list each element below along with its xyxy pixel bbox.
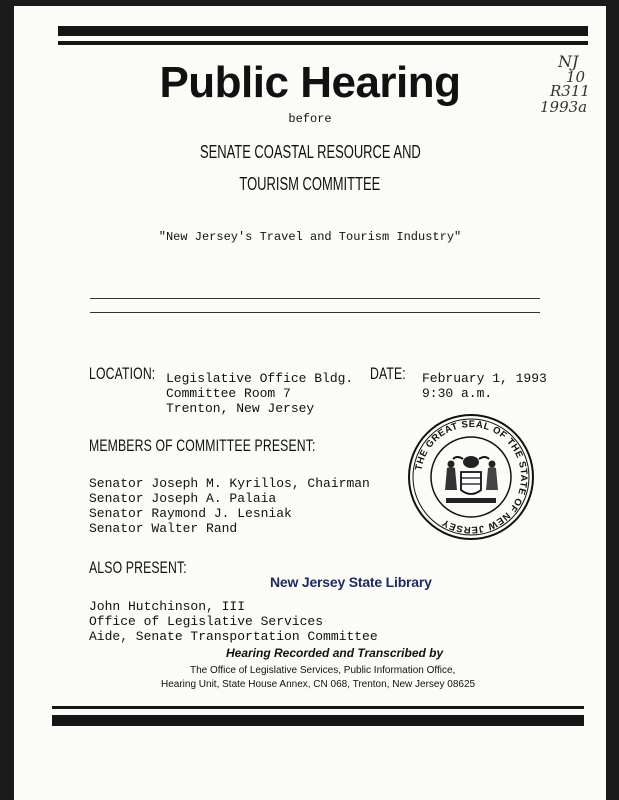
handwritten-call-number-4: 1993a — [540, 98, 588, 116]
handwritten-call-number-2: 10 — [566, 68, 586, 86]
location-block — [166, 371, 353, 416]
also-present-item: John Hutchinson, III — [89, 599, 246, 614]
location-line: Legislative Office Bldg. — [166, 371, 354, 386]
committee-name-line1: SENATE COASTAL RESOURCE AND — [199, 142, 421, 162]
committee-name-line2-wrap — [14, 174, 606, 195]
date-label: DATE: — [370, 364, 406, 383]
members-heading: MEMBERS OF COMMITTEE PRESENT: — [89, 436, 316, 455]
committee-name-line2: TOURISM COMMITTEE — [239, 174, 381, 194]
member-item: Senator Joseph A. Palaia — [89, 491, 277, 506]
document-title: Public Hearing — [159, 58, 461, 107]
committee-name-line1-wrap — [14, 142, 606, 163]
handwritten-call-number-1: NJ — [558, 52, 579, 71]
location-label: LOCATION: — [89, 364, 156, 383]
also-present-item: Office of Legislative Services — [89, 614, 324, 629]
library-stamp: New Jersey State Library — [270, 574, 432, 590]
member-item: Senator Raymond J. Lesniak — [89, 506, 292, 521]
bottom-thin-rule — [52, 706, 584, 709]
transcribed-line-2: Hearing Unit, State House Annex, CN 068, Trenton, New Jersey 08625 — [161, 679, 476, 690]
transcribed-line-1: The Office of Legislative Services, Public Information Office, — [190, 665, 456, 676]
middle-rule-1 — [90, 298, 540, 299]
seal-outer-text: THE GREAT SEAL OF THE STATE OF NEW JERSEY — [413, 418, 530, 536]
also-present-item: Aide, Senate Transportation Committee — [89, 629, 378, 644]
bottom-thick-rule — [52, 715, 584, 726]
transcribed-heading: Hearing Recorded and Transcribed by — [226, 646, 444, 660]
date-line: February 1, 1993 — [422, 371, 547, 386]
top-thin-rule — [58, 41, 588, 45]
before-text: before — [288, 112, 332, 126]
middle-rule-2 — [90, 312, 540, 313]
members-list — [89, 476, 370, 536]
location-line: Trenton, New Jersey — [166, 401, 315, 416]
hearing-subject: "New Jersey's Travel and Tourism Industry" — [158, 230, 462, 244]
also-present-heading: ALSO PRESENT: — [89, 558, 187, 577]
member-item: Senator Joseph M. Kyrillos, Chairman — [89, 476, 370, 491]
also-present-list — [89, 599, 378, 644]
date-block — [422, 371, 547, 401]
time-line: 9:30 a.m. — [422, 386, 493, 401]
seal-inner-image — [445, 456, 498, 503]
handwritten-call-number-3: R311 — [550, 82, 590, 100]
member-item: Senator Walter Rand — [89, 521, 238, 536]
state-seal-icon — [406, 412, 536, 542]
location-line: Committee Room 7 — [166, 386, 291, 401]
top-thick-rule — [58, 26, 588, 36]
document-page — [14, 6, 606, 800]
